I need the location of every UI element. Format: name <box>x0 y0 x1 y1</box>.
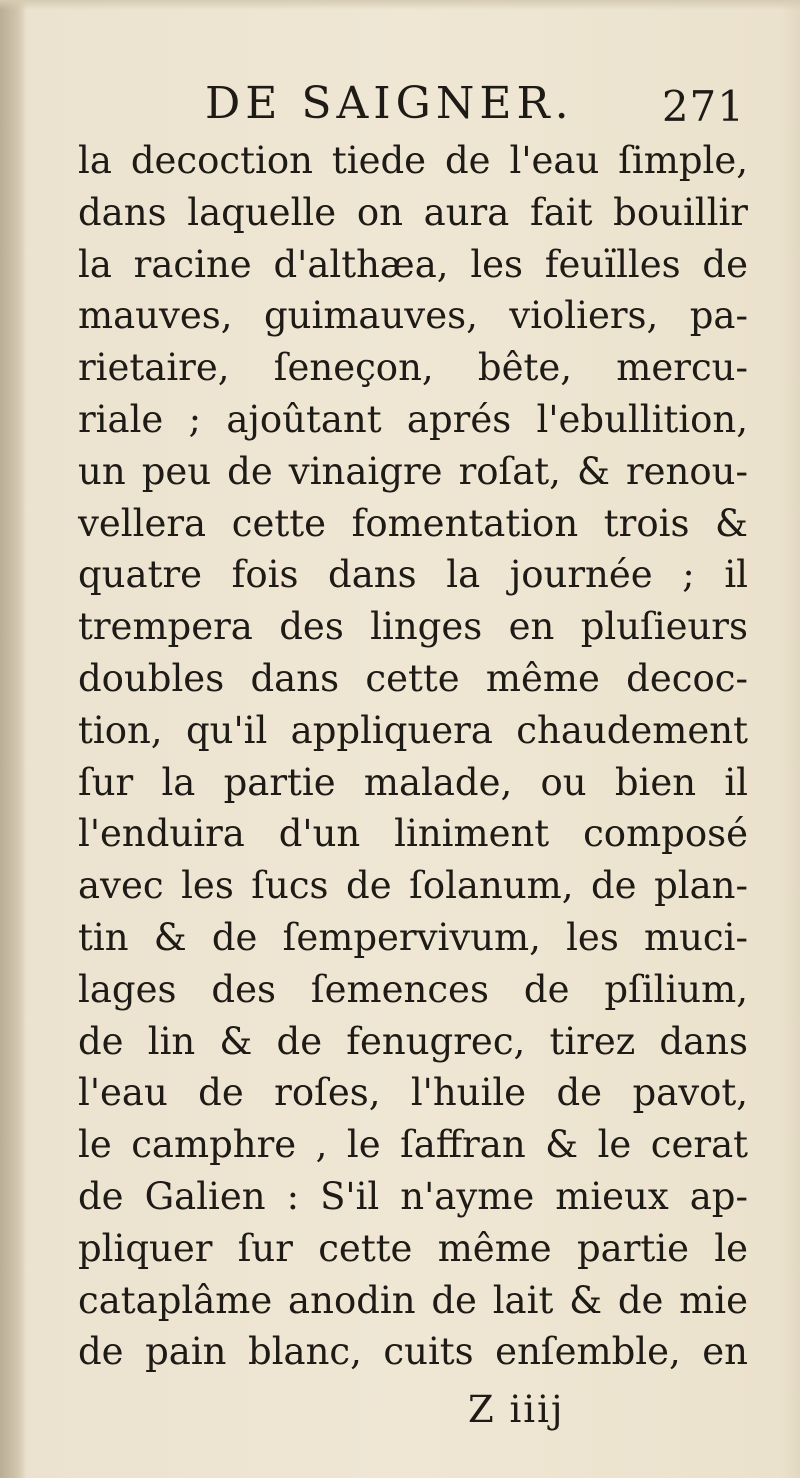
text-line: doubles dans cette même decoc- <box>78 656 748 700</box>
page-gutter-shadow <box>0 0 26 1478</box>
text-line: la decoction tiede de l'eau ſimple, <box>78 139 748 182</box>
text-line: mauves, guimauves, violiers, pa- <box>78 294 748 338</box>
text-line: la racine d'althæa, les feuïlles de <box>78 242 748 286</box>
text-line: l'enduira d'un liniment composé <box>78 812 748 856</box>
text-line: de Galien : S'il n'ayme mieux ap- <box>78 1174 748 1218</box>
text-line: cataplâme anodin de lait & de mie <box>78 1278 748 1322</box>
text-line: rietaire, ſeneçon, bête, mercu- <box>78 346 748 390</box>
body-text <box>78 135 748 1378</box>
text-line: quatre fois dans la journée ; il <box>78 553 748 597</box>
text-line: de lin & de fenugrec, tirez dans <box>78 1019 748 1063</box>
text-line: un peu de vinaigre roſat, & renou- <box>78 449 748 493</box>
text-line: trempera des linges en pluſieurs <box>78 605 748 649</box>
text-line: tion, qu'il appliquera chaudement <box>78 708 748 752</box>
text-line: de pain blanc, cuits enſemble, en <box>78 1330 748 1374</box>
text-line: tin & de ſempervivum, les muci- <box>78 915 748 959</box>
text-line: dans laquelle on aura fait bouillir <box>78 190 748 234</box>
page-top-edge <box>0 0 800 10</box>
text-line: l'eau de roſes, l'huile de pavot, <box>78 1071 748 1115</box>
text-line: riale ; ajoûtant aprés l'ebullition, <box>78 397 748 441</box>
signature-mark: Z iiij <box>468 1388 565 1431</box>
text-line: lages des ſemences de pſilium, <box>78 967 748 1011</box>
text-line: vellera cette fomentation trois & <box>78 501 748 545</box>
text-line: ſur la partie malade, ou bien il <box>78 760 748 804</box>
running-head: DE SAIGNER. <box>205 78 574 129</box>
page-number: 271 <box>661 82 745 131</box>
text-line: avec les ſucs de ſolanum, de plan- <box>78 864 748 908</box>
text-line: le camphre , le ſaffran & le cerat <box>78 1123 748 1167</box>
text-line: pliquer ſur cette même partie le <box>78 1226 748 1270</box>
page-header <box>205 78 745 138</box>
